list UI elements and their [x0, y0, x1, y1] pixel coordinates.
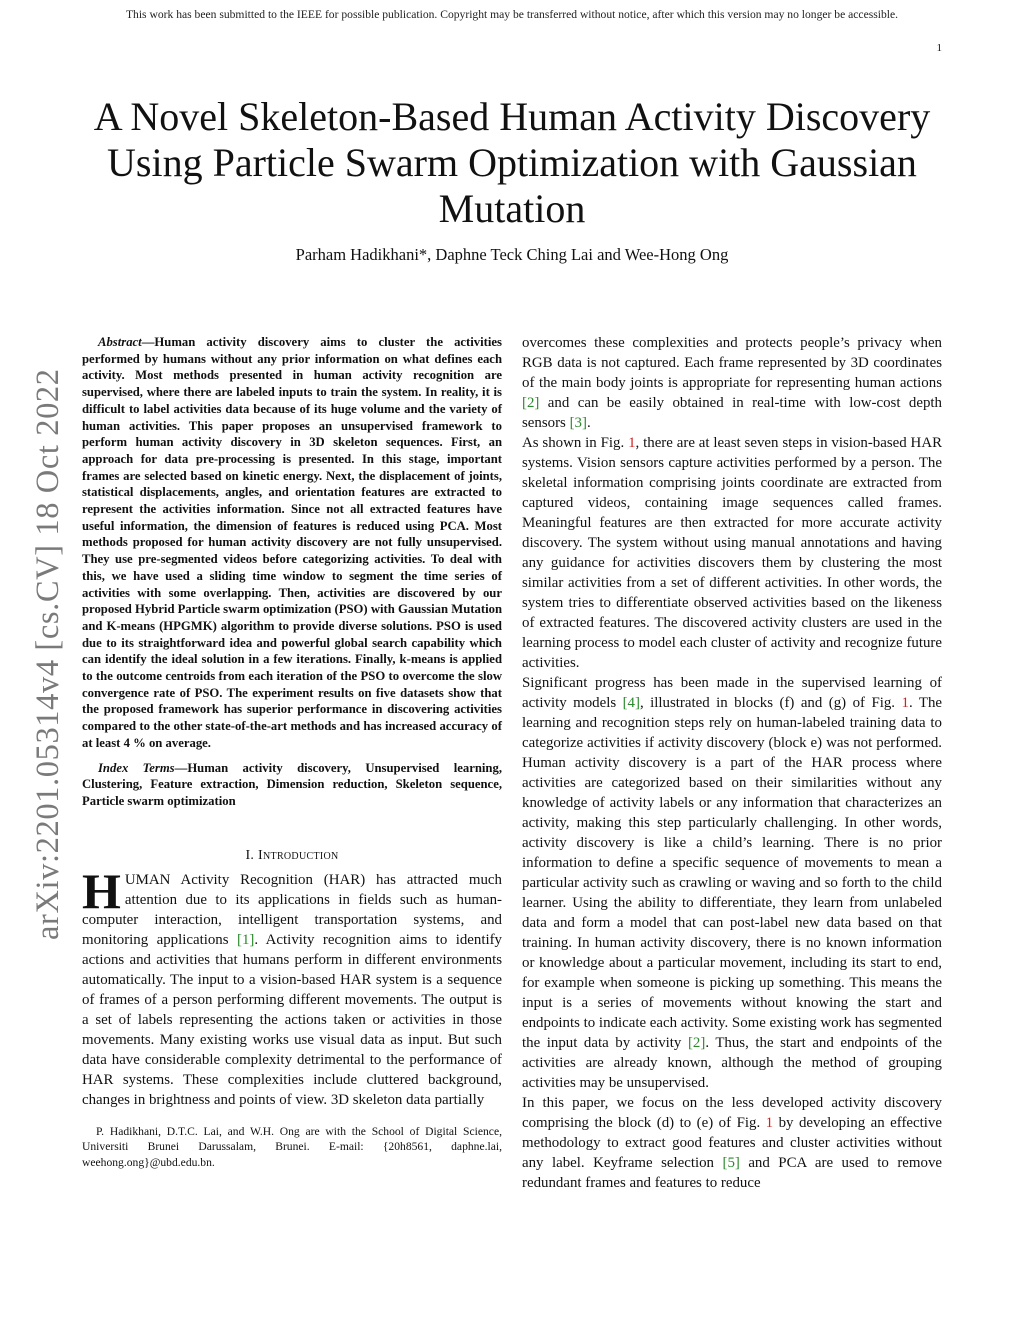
paragraph-text: , there are at least seven steps in vision-based HAR systems. Vision sensors capture activities performed by a person. The skeletal information comprising joints coordinate are extracted from captured videos, containing image sequences called frames. Meaningful features are then extracted for more accurate activity discovery. The system without using manual annotations and having any guidance for activities discovers them by clustering the most similar activities from a set of different activities. In other words, the system tries to differentiate observed activities based on the likeness of extracted features. The discovered activity clusters are used in the learning process to model each cluster of activity and recognize future activities.: [522, 435, 943, 671]
paragraph: [522, 1093, 942, 1193]
author-list: Parham Hadikhani*, Daphne Teck Ching Lai and Wee-Hong Ong: [295, 245, 729, 264]
figure-link[interactable]: 1: [901, 695, 909, 711]
figure-link[interactable]: 1: [765, 1115, 774, 1131]
figure-link[interactable]: 1: [628, 435, 636, 451]
citation-link[interactable]: [1]: [236, 931, 255, 948]
drop-cap: H: [82, 862, 121, 919]
paper-title: A Novel Skeleton-Based Human Activity Discovery Using Particle Swarm Optimization with Gaussian Mutation: [93, 94, 931, 231]
footnote: P. Hadikhani, D.T.C. Lai, and W.H. Ong are with the School of Digital Science, Universiti Brunei Darussalam, Brunei. E-mail: {20h8561, daphne.lai, weehong.ong}@ubd.edu.bn.: [82, 1124, 502, 1169]
abstract-text: —Human activity discovery aims to cluster the activities performed by humans without any prior information on what defines each activity. Most methods presented in human activity recognition are supervised, where there are labeled inputs to train the system. In reality, it is difficult to label activities data because of its huge volume and the variety of human activities. This paper proposes an unsupervised framework to perform human activity discovery in 3D skeleton sequences. First, an approach for data pre-processing is presented. In this stage, important frames are selected based on kinetic energy. Next, the displacement of joints, statistical displacements, angles, and orientation features are extracted to represent the activities information. Since not all extracted features have useful information, the dimension of features is reduced using PCA. Most methods proposed for human activity discovery are not fully unsupervised. They use pre-segmented videos before categorizing activities. To deal with this, we have used a sliding time window to segment the time series of activities with some overlapping. Then, activities are discovered by our proposed Hybrid Particle swarm optimization (PSO) with Gaussian Mutation and K-means (HPGMK) algorithm to provide diverse solutions. PSO is used due to its straightforward idea and powerful global search capability which can identify the ideal solution in a few iterations. Finally, k-means is applied to the outcome centroids from each iteration of the PSO to overcome the slow convergence rate of PSO. The experiment results on five datasets show that the proposed framework has superior performance in discovering activities compared to the other state-of-the-art methods and has increased accuracy of at least 4 % on average.: [82, 335, 502, 750]
intro-text-a: UMAN Activity Recognition (HAR) has attracted much attention due to its applications in fields such as human-computer interaction, intelligent transportation systems, and monitoring applications: [82, 871, 502, 948]
submission-notice: This work has been submitted to the IEEE for possible publication. Copyright may be transferred without notice, after which this version may no longer be accessible.: [125, 8, 899, 21]
section-title: Introduction: [258, 847, 339, 863]
page-number: 1: [936, 42, 942, 54]
paragraph-text: and can be easily obtained in real-time with low-cost depth sensors: [522, 395, 942, 431]
paragraph-text: . Thus, the start and endpoints of the activities are already known, although the method of grouping activities may be unsupervised.: [522, 1035, 942, 1091]
citation-link[interactable]: [5]: [722, 1155, 740, 1171]
paragraph-text: As shown in Fig.: [522, 435, 629, 451]
abstract-label: Abstract: [98, 335, 142, 349]
index-terms-text: —Human activity discovery, Unsupervised learning, Clustering, Feature extraction, Dimension reduction, Skeleton sequence, Particle swarm optimization: [82, 760, 502, 808]
arxiv-identifier: arXiv:2201.05314v4 [cs.CV] 18 Oct 2022: [30, 368, 66, 940]
right-column: [522, 333, 942, 1193]
paragraph-text: overcomes these complexities and protects people’s privacy when RGB data is not captured. Each frame represented by 3D coordinates of the main body joints is appropriate for representing human actions: [522, 335, 942, 391]
paragraph: [522, 433, 942, 673]
paragraph-text: .: [586, 415, 591, 431]
paragraph-text: by developing an effective methodology to extract good features and cluster activities without any label. Keyframe selection: [522, 1115, 942, 1171]
abstract: [82, 334, 502, 752]
paragraph-text: , illustrated in blocks (f) and (g) of Fig.: [639, 695, 902, 711]
paragraph: [522, 673, 942, 1093]
citation-link[interactable]: [3]: [569, 415, 587, 431]
section-number: I.: [245, 847, 255, 863]
intro-text-b: . Activity recognition aims to identify actions and activities that humans perform in different environments automatically. The input to a vision-based HAR system is a sequence of frames of a person performing different movements. The output is a set of labels representing the actions taken or activities in those movements. Many existing works use visual data as input. But such data have considerable complexity detrimental to the performance of HAR systems. These complexities include cluttered background, changes in brightness and points of view. 3D skeleton data partially: [82, 931, 503, 1108]
paragraph-text: In this paper, we focus on the less developed activity discovery comprising the block (d) to (e) of Fig.: [522, 1095, 942, 1131]
index-terms-label: Index Terms: [98, 760, 175, 775]
citation-link[interactable]: [4]: [622, 695, 640, 711]
paragraph: [522, 333, 942, 433]
paragraph-text: Significant progress has been made in the supervised learning of activity models: [522, 675, 942, 711]
left-column: [82, 334, 502, 1170]
intro-paragraph: [82, 862, 503, 1110]
paragraph-text: and PCA are used to remove redundant frames and features to reduce: [522, 1155, 942, 1191]
index-terms: [82, 760, 502, 810]
citation-link[interactable]: [2]: [687, 1035, 706, 1051]
paragraph-text: . The learning and recognition steps rely on human-labeled training data to categorize activities if activity discovery (block e) was not performed. Human activity discovery is a part of the HAR process where activities are categorized based on their similarities without any knowledge of activity labels or any information that characterizes an activity, making this step particularly challenging. In other words, activity discovery is like a child’s learning. There is no prior information to define a specific sequence of movements to mean a particular activity such as crawling or waving and so forth to the child learner. Using the ability to differentiate, they learn from unlabeled data and form a model that can post-label new data based on that training. In human activity discovery, there is no known information or knowledge about a particular movement, including its start to end, for example when someone is picking up something. This means the input is a series of movements without knowing the start and endpoints to indicate each activity. Some existing work has segmented the input data by activity: [522, 695, 943, 1051]
citation-link[interactable]: [2]: [522, 395, 540, 411]
section-heading: [82, 848, 502, 864]
